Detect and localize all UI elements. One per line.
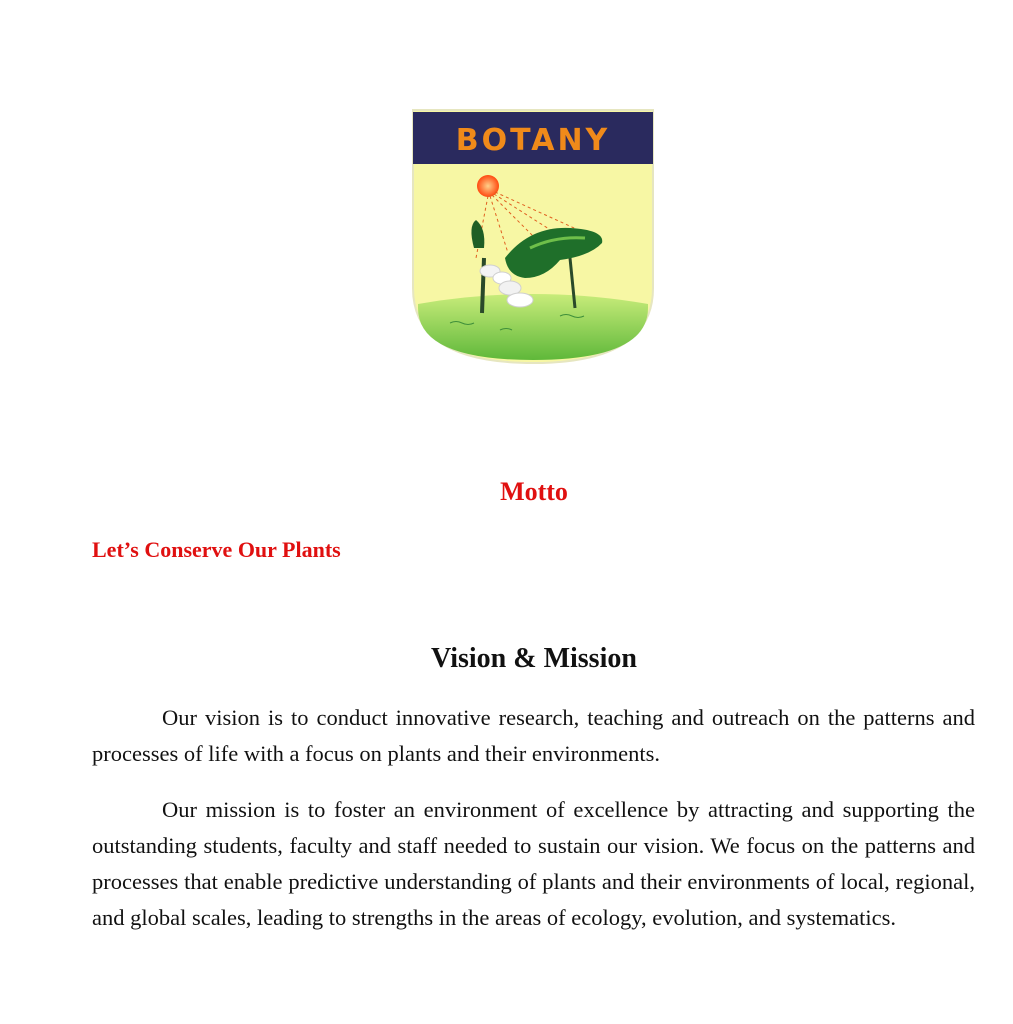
motto-heading: Motto — [500, 477, 568, 506]
logo-banner-text: BOTANY — [455, 123, 611, 158]
sun-icon — [477, 175, 499, 197]
vision-paragraph: Our vision is to conduct innovative research, teaching and outreach on the patterns and processes of life with a focus on plants and their environments. — [92, 705, 975, 766]
vision-mission-heading: Vision & Mission — [431, 643, 637, 674]
mission-paragraph: Our mission is to foster an environment of excellence by attracting and supporting the outstanding students, faculty and staff needed to sustain our vision. We focus on the patterns and processes that enable predictive understanding of plants and their environments of local, regional, and global scales, leading to strengths in the areas of ecology, evolution, and systematics. — [92, 797, 975, 930]
botany-emblem — [410, 108, 656, 366]
motto-text: Let’s Conserve Our Plants — [92, 537, 341, 562]
botany-logo — [410, 108, 656, 366]
